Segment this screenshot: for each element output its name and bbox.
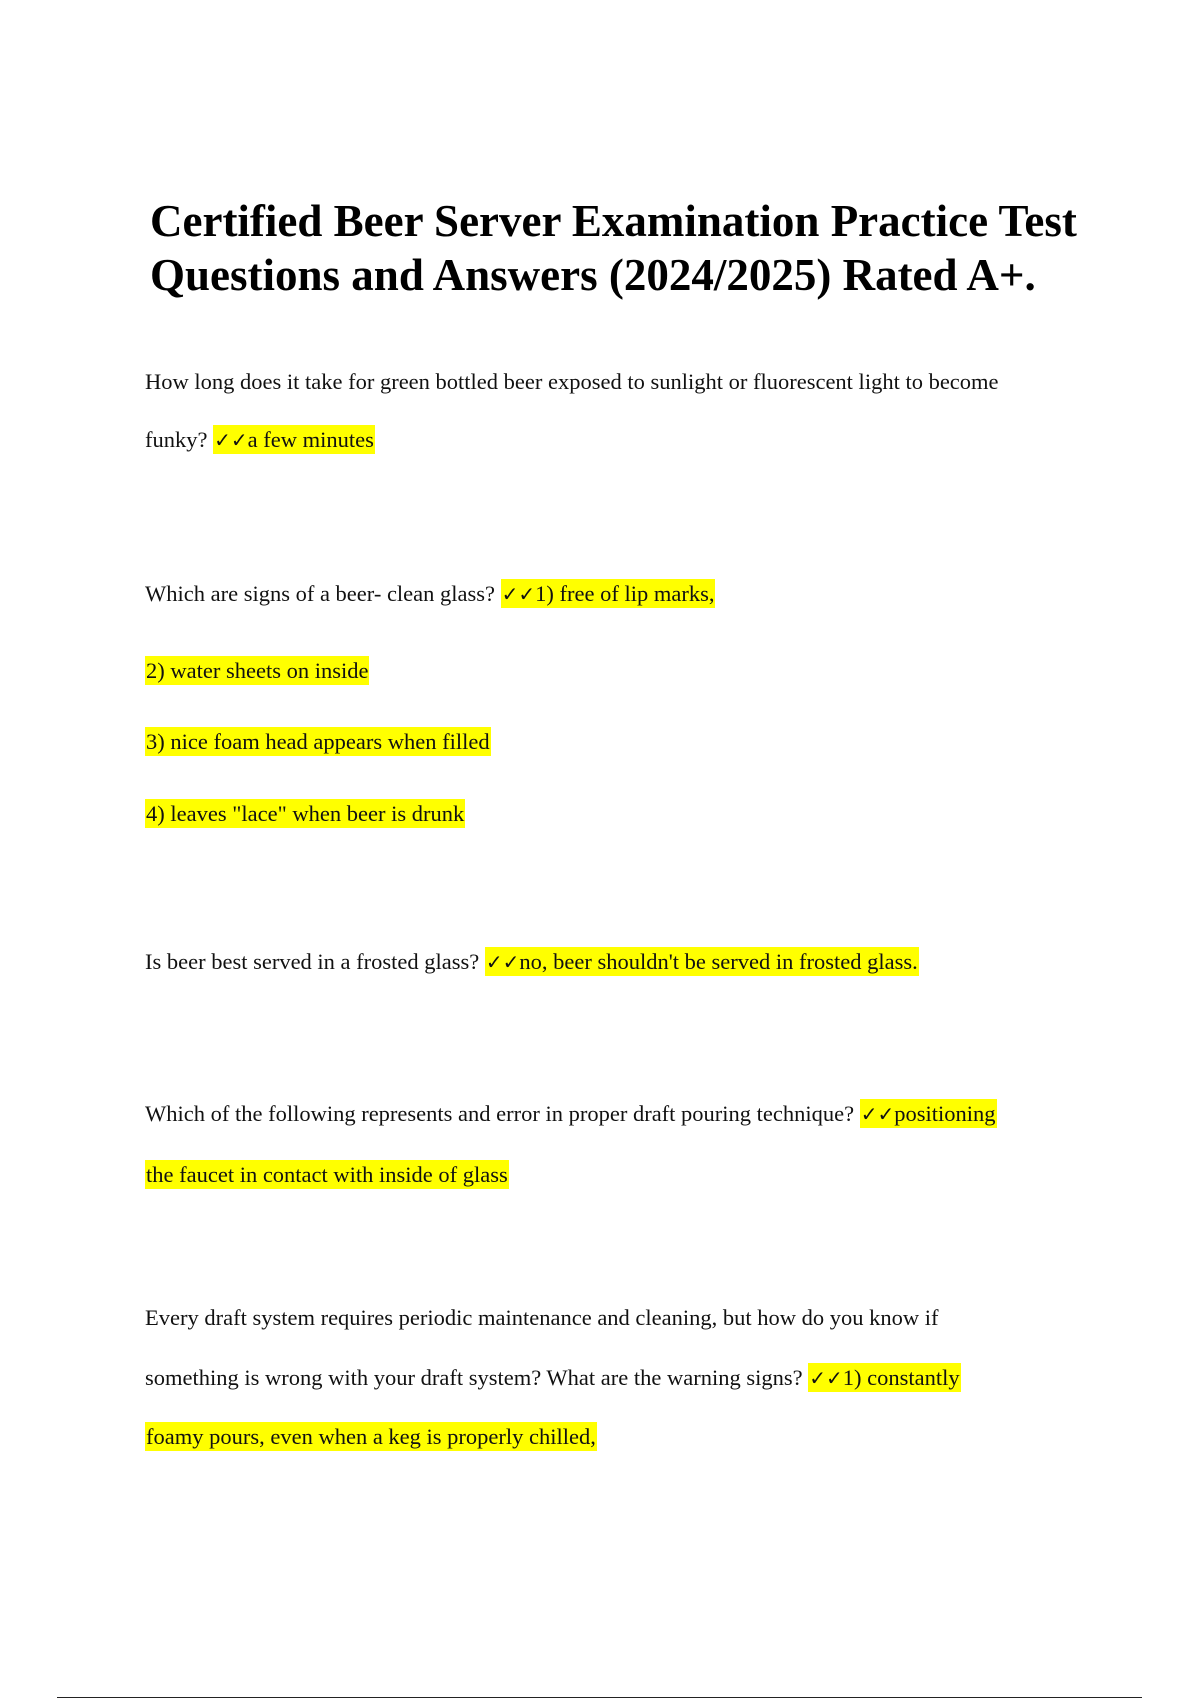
q5-question-line-2: something is wrong with your draft system? What are the warning signs? ✓✓1) constantly xyxy=(145,1365,960,1390)
q2-question-line: Which are signs of a beer- clean glass? ✓✓1) free of lip marks, xyxy=(145,581,715,606)
title-line-2: Questions and Answers (2024/2025) Rated A+. xyxy=(150,250,1036,300)
q2-answer-highlight-1: ✓✓1) free of lip marks, xyxy=(501,581,715,606)
q5-question-line-1: Every draft system requires periodic maintenance and cleaning, but how do you know if xyxy=(145,1305,939,1330)
check-mark-icon: ✓✓ xyxy=(860,1102,895,1126)
title-line-1: Certified Beer Server Examination Practice Test xyxy=(150,196,1077,246)
check-mark-icon: ✓✓ xyxy=(501,582,536,606)
q2-answer-line-4: 4) leaves "lace" when beer is drunk xyxy=(146,801,465,826)
q4-answer-highlight-1: ✓✓positioning xyxy=(860,1101,996,1126)
q4-answer-line-2: the faucet in contact with inside of glass xyxy=(146,1162,508,1187)
check-mark-icon: ✓✓ xyxy=(809,1366,843,1390)
q1-answer-highlight: ✓✓a few minutes xyxy=(214,427,374,452)
footer-divider xyxy=(57,1697,1142,1698)
check-mark-icon: ✓✓ xyxy=(485,950,520,974)
q5-answer-line-2: foamy pours, even when a keg is properly chilled, xyxy=(146,1424,596,1449)
q1-question-line-1: How long does it take for green bottled beer exposed to sunlight or fluorescent light to become xyxy=(145,369,999,394)
check-mark-icon: ✓✓ xyxy=(214,428,248,452)
q4-question-line: Which of the following represents and error in proper draft pouring technique? ✓✓positioning xyxy=(145,1101,996,1126)
q3-answer-highlight: ✓✓no, beer shouldn't be served in frosted glass. xyxy=(485,949,918,974)
q2-answer-line-3: 3) nice foam head appears when filled xyxy=(146,729,490,754)
q3-question-line: Is beer best served in a frosted glass? ✓✓no, beer shouldn't be served in frosted glass. xyxy=(145,949,918,974)
q5-answer-highlight-1: ✓✓1) constantly xyxy=(809,1365,960,1390)
q1-question-line-2: funky? ✓✓a few minutes xyxy=(145,427,374,452)
document-title xyxy=(150,194,1190,302)
q2-answer-line-2: 2) water sheets on inside xyxy=(146,658,369,683)
